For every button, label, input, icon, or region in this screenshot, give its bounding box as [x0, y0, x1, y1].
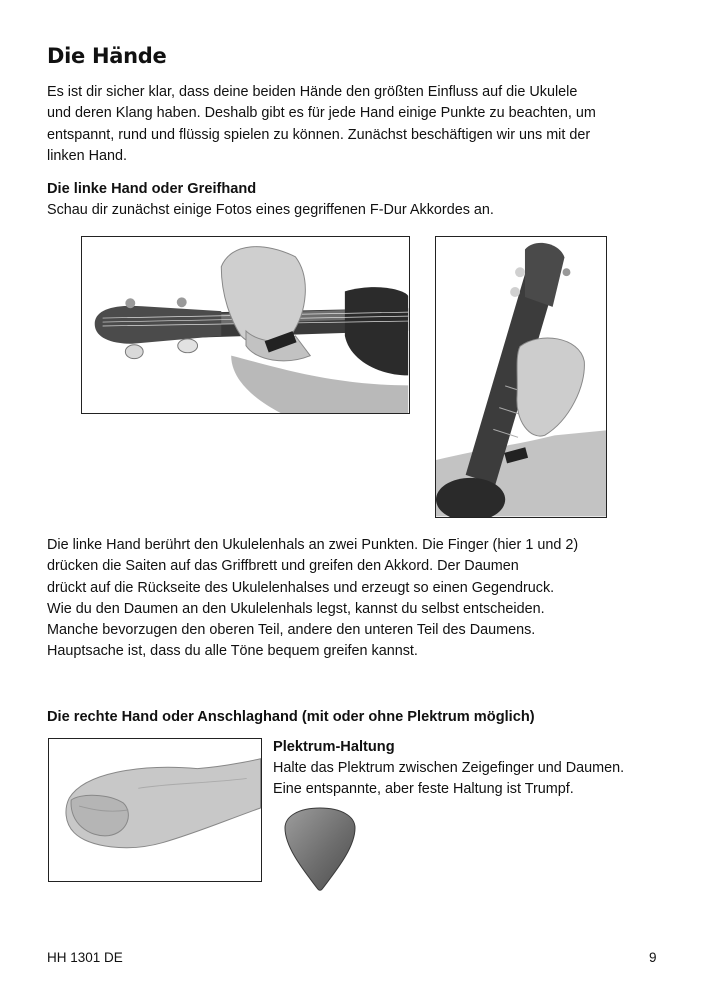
footer-code: HH 1301 DE [47, 950, 123, 965]
left-hand-lead: Schau dir zunächst einige Fotos eines gegriffenen F-Dur Akkordes an. [47, 202, 494, 218]
body-line: Manche bevorzugen den oberen Teil, andere den unteren Teil des Daumens. [47, 622, 536, 639]
page-number: 9 [649, 950, 657, 965]
intro-line: entspannt, rund und flüssig spielen zu können. Zunächst beschäftigen wir uns mit der [47, 126, 591, 143]
guitar-pick-icon [283, 806, 357, 892]
intro-line: und deren Klang haben. Deshalb gibt es für jede Hand einige Punkte zu beachten, um [47, 105, 596, 122]
intro-paragraph [47, 82, 596, 167]
body-line: Hauptsache ist, dass du alle Töne bequem greifen kannst. [47, 643, 418, 660]
pick-grip-illustration [49, 739, 261, 881]
pick-text-line: Eine entspannte, aber feste Haltung ist Trumpf. [273, 781, 574, 798]
body-line: Die linke Hand berührt den Ukulelenhals an zwei Punkten. Die Finger (hier 1 und 2) [47, 537, 579, 553]
intro-line: linken Hand. [47, 147, 127, 164]
ukulele-horizontal-photo [81, 236, 410, 414]
left-hand-body [47, 535, 578, 663]
left-hand-heading: Die linke Hand oder Greifhand [47, 181, 257, 197]
page-title: Die Hände [47, 44, 167, 68]
intro-line: Es ist dir sicher klar, dass deine beiden Hände den größten Einfluss auf die Ukulele [47, 84, 578, 100]
pick-grip-photo [48, 738, 262, 882]
ukulele-horizontal-illustration [82, 237, 409, 413]
body-line: drückt auf die Rückseite des Ukulelenhalses und erzeugt so einen Gegendruck. [47, 579, 555, 596]
pick-text-line: Halte das Plektrum zwischen Zeigefinger und Daumen. [273, 760, 625, 776]
right-hand-heading: Die rechte Hand oder Anschlaghand (mit oder ohne Plektrum möglich) [47, 709, 535, 725]
ukulele-vertical-illustration [436, 237, 606, 517]
body-line: Wie du den Daumen an den Ukulelenhals legst, kannst du selbst entscheiden. [47, 600, 545, 617]
pick-text [273, 758, 624, 801]
ukulele-vertical-photo [435, 236, 607, 518]
body-line: drücken die Saiten auf das Griffbrett und greifen den Akkord. Der Daumen [47, 558, 519, 575]
pick-heading: Plektrum-Haltung [273, 739, 395, 755]
